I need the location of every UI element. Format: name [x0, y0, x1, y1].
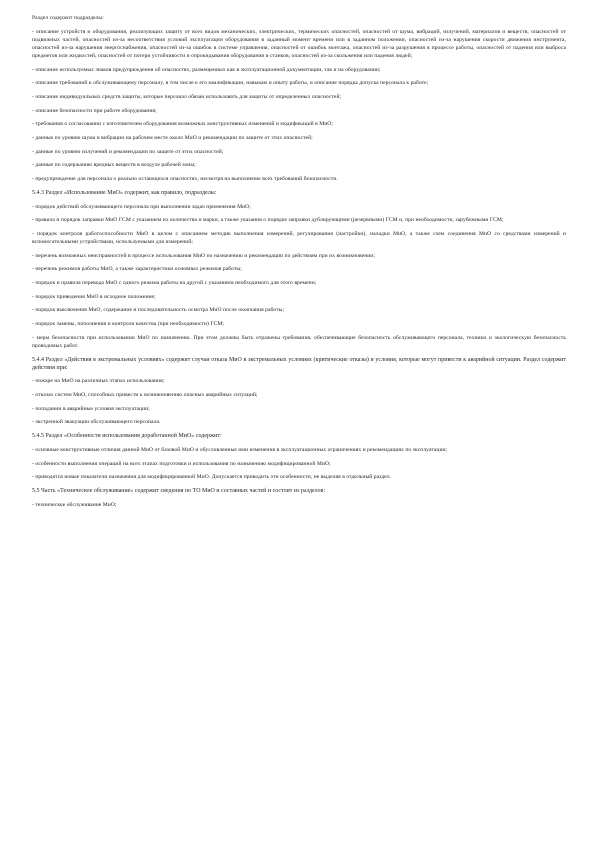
- list-item: - предупреждение для персонала о реально остающихся опасностях, несмотря на выполнение всех требований безопасности.: [32, 176, 338, 183]
- section-heading-5-4-5: 5.4.5 Раздел «Особенности использования доработанной МиО» содержит:: [32, 433, 222, 440]
- document-page: [32, 14, 566, 514]
- list-item: - пожаре на МиО на различных этапах использования;: [32, 378, 165, 385]
- section-heading-5-4-3: 5.4.3 Раздел «Использование МиО» содержит, как правило, подразделы:: [32, 189, 217, 196]
- list-item: - порядок контроля работоспособности МиО в целом с описанием методик выполнения измерений, регулирования (настройки), наладки МиО, а также схем соединения МиО со средствами измерений и вспомогательными устройствами, используемыми для измерений;: [32, 230, 566, 245]
- list-item: - данные по содержанию вредных веществ в воздухе рабочей зоны;: [32, 162, 196, 169]
- list-item: - меры безопасности при использовании МиО по назначению. При этом должны быть отражены требования, обеспечивающие безопасность обслуживающего персонала, техники и экологическую безопасность проводимых работ.: [32, 334, 566, 349]
- list-item: - перечень режимов работы МиО, а также характеристики основных режимов работы;: [32, 266, 242, 273]
- list-item: - правила и порядок заправки МиО ГСМ с указанием их количества и марки, а также указания о порядке заправки дублирующими (резервными) ГСМ и, при необходимости, зарубежными ГСМ;: [32, 217, 504, 224]
- section-heading-5-5: 5.5 Часть «Техническое обслуживание» содержит сведения по ТО МиО и составных частей и состоит из разделов:: [32, 487, 326, 494]
- list-item: - описание устройств и оборудования, реализующих защиту от всех видов механических, электрических, термических опасностей, опасностей от шума, вибраций, излучений, материалов и веществ, опасностей от подвижных частей, опасностей из-за несоответствия условий эксплуатации оборудования в заданный момент времени или в заданном положении, опасностей из-за нарушения скорости движения инструмента, опасностей из-за нарушения энергоснабжения, опасностей из-за ошибок в системе управления, опасностей от ошибок монтажа, опасностей из-за разрушения в процессе работы, опасностей от падения или выброса предметов или жидкостей, опасностей от потери устойчивости и опрокидывания оборудования и станков, опасностей из-за скольжения или падения людей;: [32, 28, 566, 59]
- list-item: - перечень возможных неисправностей в процессе использования МиО по назначению и рекомендации по действиям при их возникновении;: [32, 252, 375, 259]
- section-heading-5-4-4: 5.4.4 Раздел «Действия в экстремальных условиях» содержит случаи отказа МиО в экстремальных условиях (критические отказы) и условия, которые могут привести к аварийной ситуации. Раздел содержит действия при:: [32, 356, 566, 371]
- list-item: - данные по уровню излучений и рекомендации по защите от этих опасностей;: [32, 148, 224, 155]
- list-item: - описание требований к обслуживающему персоналу, в том числе к его квалификации, навыкам и опыту работы, и описание порядка допуска персонала к работе;: [32, 80, 429, 87]
- list-item: - основные конструктивные отличия данной МиО от базовой МиО и обусловленные ими изменения в эксплуатационных ограничениях и рекомендациях по эксплуатации;: [32, 446, 448, 453]
- list-item: - приводятся новые показатели назначения для модифицированной МиО. Допускается приводить эти особенности, не выделяя в отдельный раздел.: [32, 474, 391, 481]
- list-item: - порядок приведения МиО в исходное положение;: [32, 293, 156, 300]
- paragraph-intro: Раздел содержит подразделы:: [32, 15, 104, 21]
- list-item: - порядок действий обслуживающего персонала при выполнении задач применения МиО;: [32, 203, 251, 210]
- list-item: - порядок и правила перевода МиО с одного режима работы на другой с указанием необходимого для этого времени;: [32, 280, 317, 287]
- list-item: - описание используемых знаков предупреждения об опасностях, размещенных как в эксплуатационной документации, так и на оборудовании;: [32, 66, 381, 73]
- list-item: - экстренной эвакуации обслуживающего персонала.: [32, 419, 161, 426]
- list-item: - отказах систем МиО, способных привести к возникновению опасных аварийных ситуаций;: [32, 392, 258, 399]
- list-item: - описание безопасности при работе оборудования;: [32, 107, 157, 114]
- list-item: - особенности выполнения операций на всех этапах подготовки и использования по назначению модифицированной МиО;: [32, 460, 331, 467]
- list-item: - порядок выключения МиО, содержание и последовательность осмотра МиО после окончания работы;: [32, 307, 285, 314]
- list-item: - требования о согласовании с изготовителем оборудования возможных конструктивных изменений и модификаций в МиО;: [32, 121, 334, 128]
- list-item: - описание индивидуальных средств защиты, которые персонал обязан использовать для защиты от определенных опасностей;: [32, 94, 342, 101]
- list-item: - порядок замены, пополнения и контроля качества (при необходимости) ГСМ;: [32, 321, 225, 328]
- list-item: - данные по уровню шума и вибрации на рабочем месте около МиО и рекомендации по защите от этих опасностей;: [32, 135, 313, 142]
- list-item: - попадании в аварийные условия эксплуатации;: [32, 405, 150, 412]
- list-item: - техническое обслуживание МиО;: [32, 501, 117, 508]
